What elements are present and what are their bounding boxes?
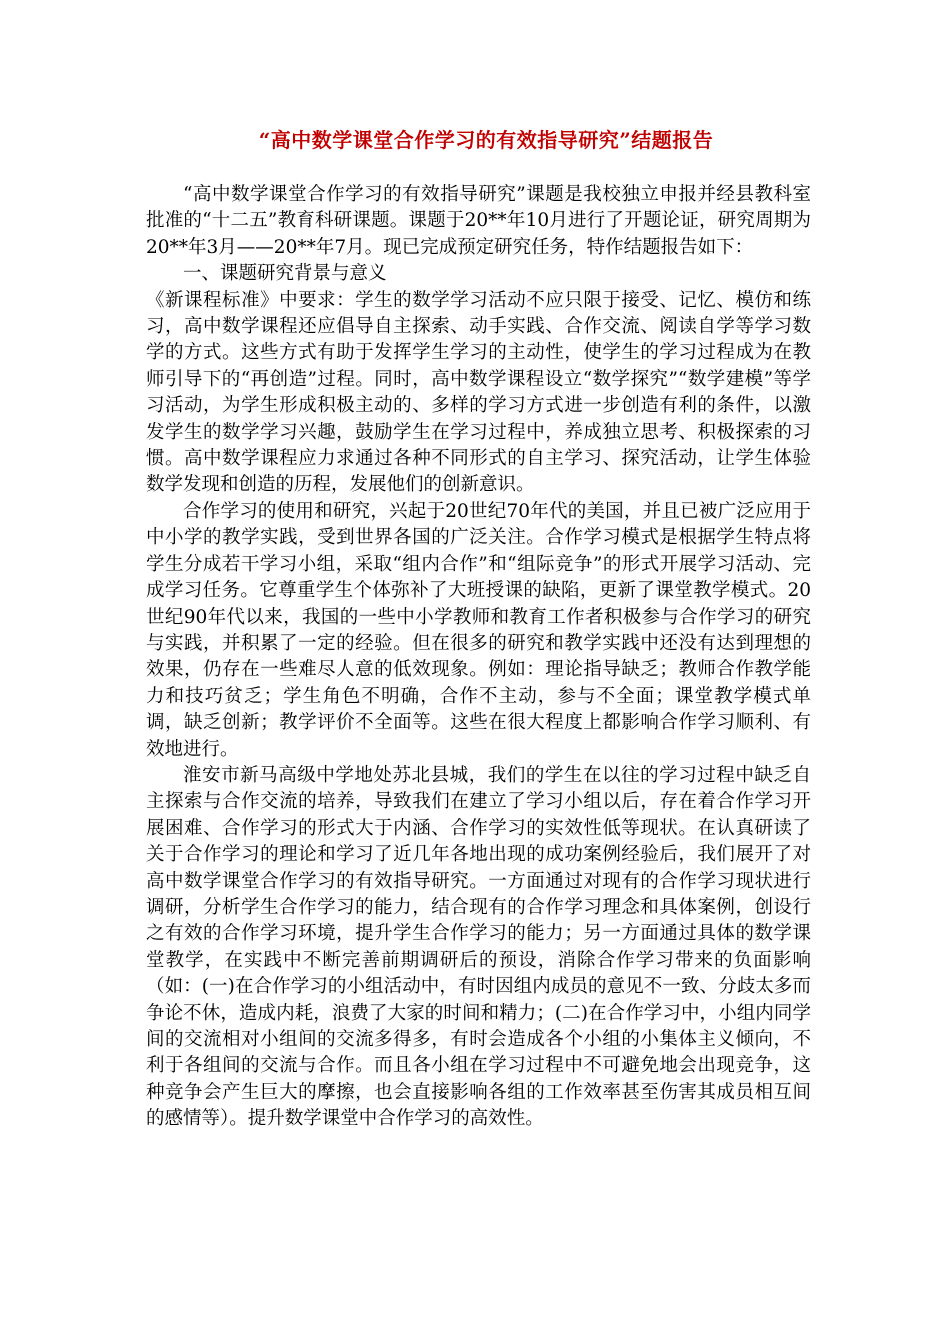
section-heading-background: 一、课题研究背景与意义	[183, 263, 387, 285]
paragraph-intro: “高中数学课堂合作学习的有效指导研究”课题是我校独立申报并经县教科室批准的“十二五”教育科研课题。课题于20**年10月进行了开题论证，研究周期为20**年3月——20**年7月。现已完成预定研究任务，特作结题报告如下：	[146, 184, 811, 258]
document-body	[146, 182, 811, 1133]
document-title: “高中数学课堂合作学习的有效指导研究”结题报告	[258, 128, 714, 152]
paragraph-curriculum-standard: 《新课程标准》中要求：学生的数学学习活动不应只限于接受、记忆、模仿和练习，高中数学课程还应倡导自主探索、动手实践、合作交流、阅读自学等学习数学的方式。这些方式有助于发挥学生学习的主动性，使学生的学习过程成为在教师引导下的“再创造”过程。同时，高中数学课程设立“数学探究”“数学建模”等学习活动，为学生形成积极主动的、多样的学习方式进一步创造有利的条件，以激发学生的数学学习兴趣，鼓励学生在学习过程中，养成独立思考、积极探索的习惯。高中数学课程应力求通过各种不同形式的自主学习、探究活动，让学生体验数学发现和创造的历程，发展他们的创新意识。	[146, 289, 811, 496]
paragraph-school-situation: 淮安市新马高级中学地处苏北县城，我们的学生在以往的学习过程中缺乏自主探索与合作交流的培养，导致我们在建立了学习小组以后，存在着合作学习开展困难、合作学习的形式大于内涵、合作学习的实效性低等现状。在认真研读了关于合作学习的理论和学习了近几年各地出现的成功案例经验后，我们展开了对高中数学课堂合作学习的有效指导研究。一方面通过对现有的合作学习现状进行调研，分析学生合作学习的能力，结合现有的合作学习理念和具体案例，创设行之有效的合作学习环境，提升学生合作学习的能力；另一方面通过具体的数学课堂教学，在实践中不断完善前期调研后的预设，消除合作学习带来的负面影响（如：(一)在合作学习的小组活动中，有时因组内成员的意见不一致、分歧太多而争论不休，造成内耗，浪费了大家的时间和精力；(二)在合作学习中，小组内同学间的交流相对小组间的交流多得多，有时会造成各个小组的小集体主义倾向，不利于各组间的交流与合作。而且各小组在学习过程中不可避免地会出现竞争，这种竞争会产生巨大的摩擦，也会直接影响各组的工作效率甚至伤害其成员相互间的感情等）。提升数学课堂中合作学习的高效性。	[146, 764, 811, 1130]
paragraph-cooperative-learning-history: 合作学习的使用和研究，兴起于20世纪70年代的美国，并且已被广泛应用于中小学的教学实践，受到世界各国的广泛关注。合作学习模式是根据学生特点将学生分成若干学习小组，采取“组内合作”和“组际竞争”的形式开展学习活动、完成学习任务。它尊重学生个体弥补了大班授课的缺陷，更新了课堂教学模式。20世纪90年代以来，我国的一些中小学教师和教育工作者积极参与合作学习的研究与实践，并积累了一定的经验。但在很多的研究和教学实践中还没有达到理想的效果，仍存在一些难尽人意的低效现象。例如：理论指导缺乏；教师合作教学能力和技巧贫乏；学生角色不明确，合作不主动，参与不全面；课堂教学模式单调，缺乏创新；教学评价不全面等。这些在很大程度上都影响合作学习顺利、有效地进行。	[146, 500, 811, 760]
